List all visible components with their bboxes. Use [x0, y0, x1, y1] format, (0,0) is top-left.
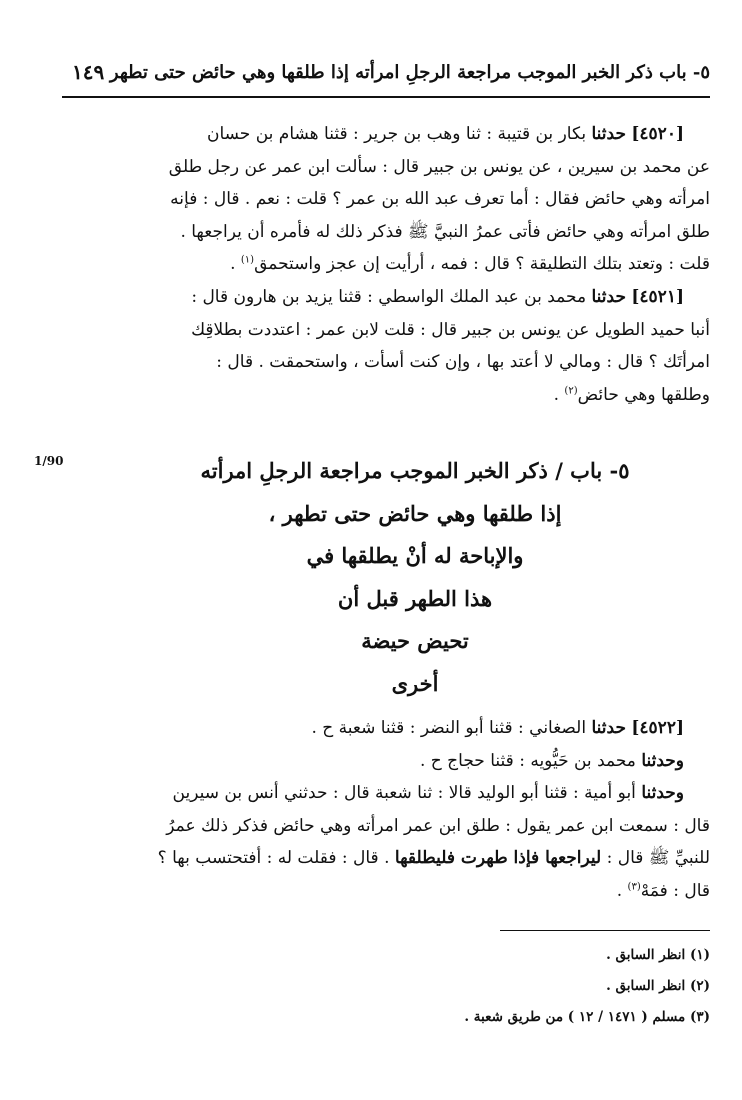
hadith-line	[64, 118, 710, 151]
page-number: ١٤٩	[72, 60, 105, 84]
hadith-line: أنبا حميد الطويل عن يونس بن جبير قال : قلت لابن عمر : اعتددت بطلاقِك	[191, 319, 710, 340]
footnote-divider	[500, 930, 710, 931]
running-header	[62, 56, 710, 98]
haddathana: حدثنا	[591, 287, 626, 307]
footnote: (٢) انظر السابق .	[606, 978, 710, 994]
chapter-title-line: ٥- باب / ذكر الخبر الموجب مراجعة الرجلِ امرأته	[200, 458, 630, 483]
hadith-line: قال : سمعت ابن عمر يقول : طلق ابن عمر امرأته وهي حائض فذكر ذلك عمرُ	[166, 815, 710, 836]
chapter-title-line: هذا الطهر قبل أن	[337, 585, 493, 611]
hadith-line	[64, 745, 710, 778]
hadith-line	[64, 875, 710, 908]
hadith-line: امرأته وهي حائض فقال : أما تعرف عبد الله بن عمر ؟ قلت : نعم . قال : فإنه	[170, 189, 710, 209]
footnotes	[50, 940, 710, 1033]
footnote-marker: (١)	[240, 254, 255, 266]
hadith-text: . قال : فقلت له : أفتحتسب بها ؟	[157, 848, 390, 868]
hadith-text: محمد بن عبد الملك الواسطي : قثنا يزيد بن هارون قال :	[191, 287, 587, 307]
haddathana: وحدثنا	[641, 783, 684, 803]
hadith-4521	[64, 281, 710, 411]
hadith-line: طلق امرأته وهي حائض فأتى عمرُ النبيَّ ﷺ فذكر ذلك له فأمره أن يراجعها .	[180, 221, 710, 242]
hadith-number: [٤٥٢١]	[631, 287, 684, 307]
footnote-marker: (٢)	[564, 384, 578, 396]
chapter-title-line: تحيض حيضة	[361, 628, 469, 653]
hadith-4522	[64, 712, 710, 907]
prophetic-quote: ليراجعها فإذا طهرت فليطلقها	[394, 848, 602, 868]
hadith-text-end: .	[616, 880, 628, 901]
hadith-line	[64, 712, 710, 745]
hadith-text: قلت : وتعتد بتلك التطليقة ؟ قال : فمه ، أرأيت إن عجز واستحمق	[254, 254, 710, 274]
chapter-title	[180, 450, 650, 705]
footnote: (٣) مسلم ( ١٤٧١ / ١٢ ) من طريق شعبة .	[464, 1009, 710, 1025]
hadith-4520	[64, 118, 710, 281]
footnote-marker: (٣)	[627, 880, 641, 892]
margin-reference: 1/90	[34, 454, 64, 468]
hadith-line	[64, 281, 710, 314]
hadith-line	[64, 379, 710, 412]
hadith-text: أبو أمية : قثنا أبو الوليد قالا : ثنا شعبة قال : حدثني أنس بن سيرين	[172, 783, 636, 803]
hadith-text-end: .	[230, 254, 241, 274]
hadith-text: قال : فمَهْ	[640, 880, 710, 901]
haddathana: حدثنا	[591, 718, 626, 738]
haddathana: حدثنا	[591, 124, 626, 144]
hadith-number: [٤٥٢٠]	[631, 124, 684, 144]
hadith-line	[64, 248, 710, 281]
haddathana: وحدثنا	[641, 750, 684, 771]
hadith-line	[64, 842, 710, 875]
hadith-text: الصغاني : قثنا أبو النضر : قثنا شعبة ح .	[311, 718, 587, 738]
hadith-line: امرأتَك ؟ قال : ومالي لا أعتد بها ، وإن كنت أسأت ، واستحمقت . قال :	[216, 352, 710, 372]
hadith-text: محمد بن حَيُّويه : قثنا حجاج ح .	[420, 750, 636, 771]
chapter-title-line: إذا طلقها وهي حائض حتى تطهر ،	[268, 500, 562, 526]
chapter-title-line: أخرى	[391, 670, 439, 696]
hadith-text: للنبيِّ ﷺ قال :	[606, 848, 710, 868]
footnote: (١) انظر السابق .	[606, 947, 710, 963]
running-header-title: ٥- باب ذكر الخبر الموجب مراجعة الرجلِ امرأته إذا طلقها وهي حائض حتى تطهر	[109, 62, 710, 83]
hadith-text: بكار بن قتيبة : ثنا وهب بن جرير : قثنا هشام بن حسان	[206, 124, 587, 144]
hadith-text-end: .	[553, 384, 565, 405]
hadith-line	[64, 777, 710, 810]
hadith-line: عن محمد بن سيرين ، عن يونس بن جبير قال : سألت ابن عمر عن رجل طلق	[168, 156, 710, 177]
hadith-text: وطلقها وهي حائض	[577, 384, 710, 405]
hadith-number: [٤٥٢٢]	[631, 718, 684, 738]
chapter-title-line: والإباحة له أنْ يطلقها في	[306, 543, 524, 568]
